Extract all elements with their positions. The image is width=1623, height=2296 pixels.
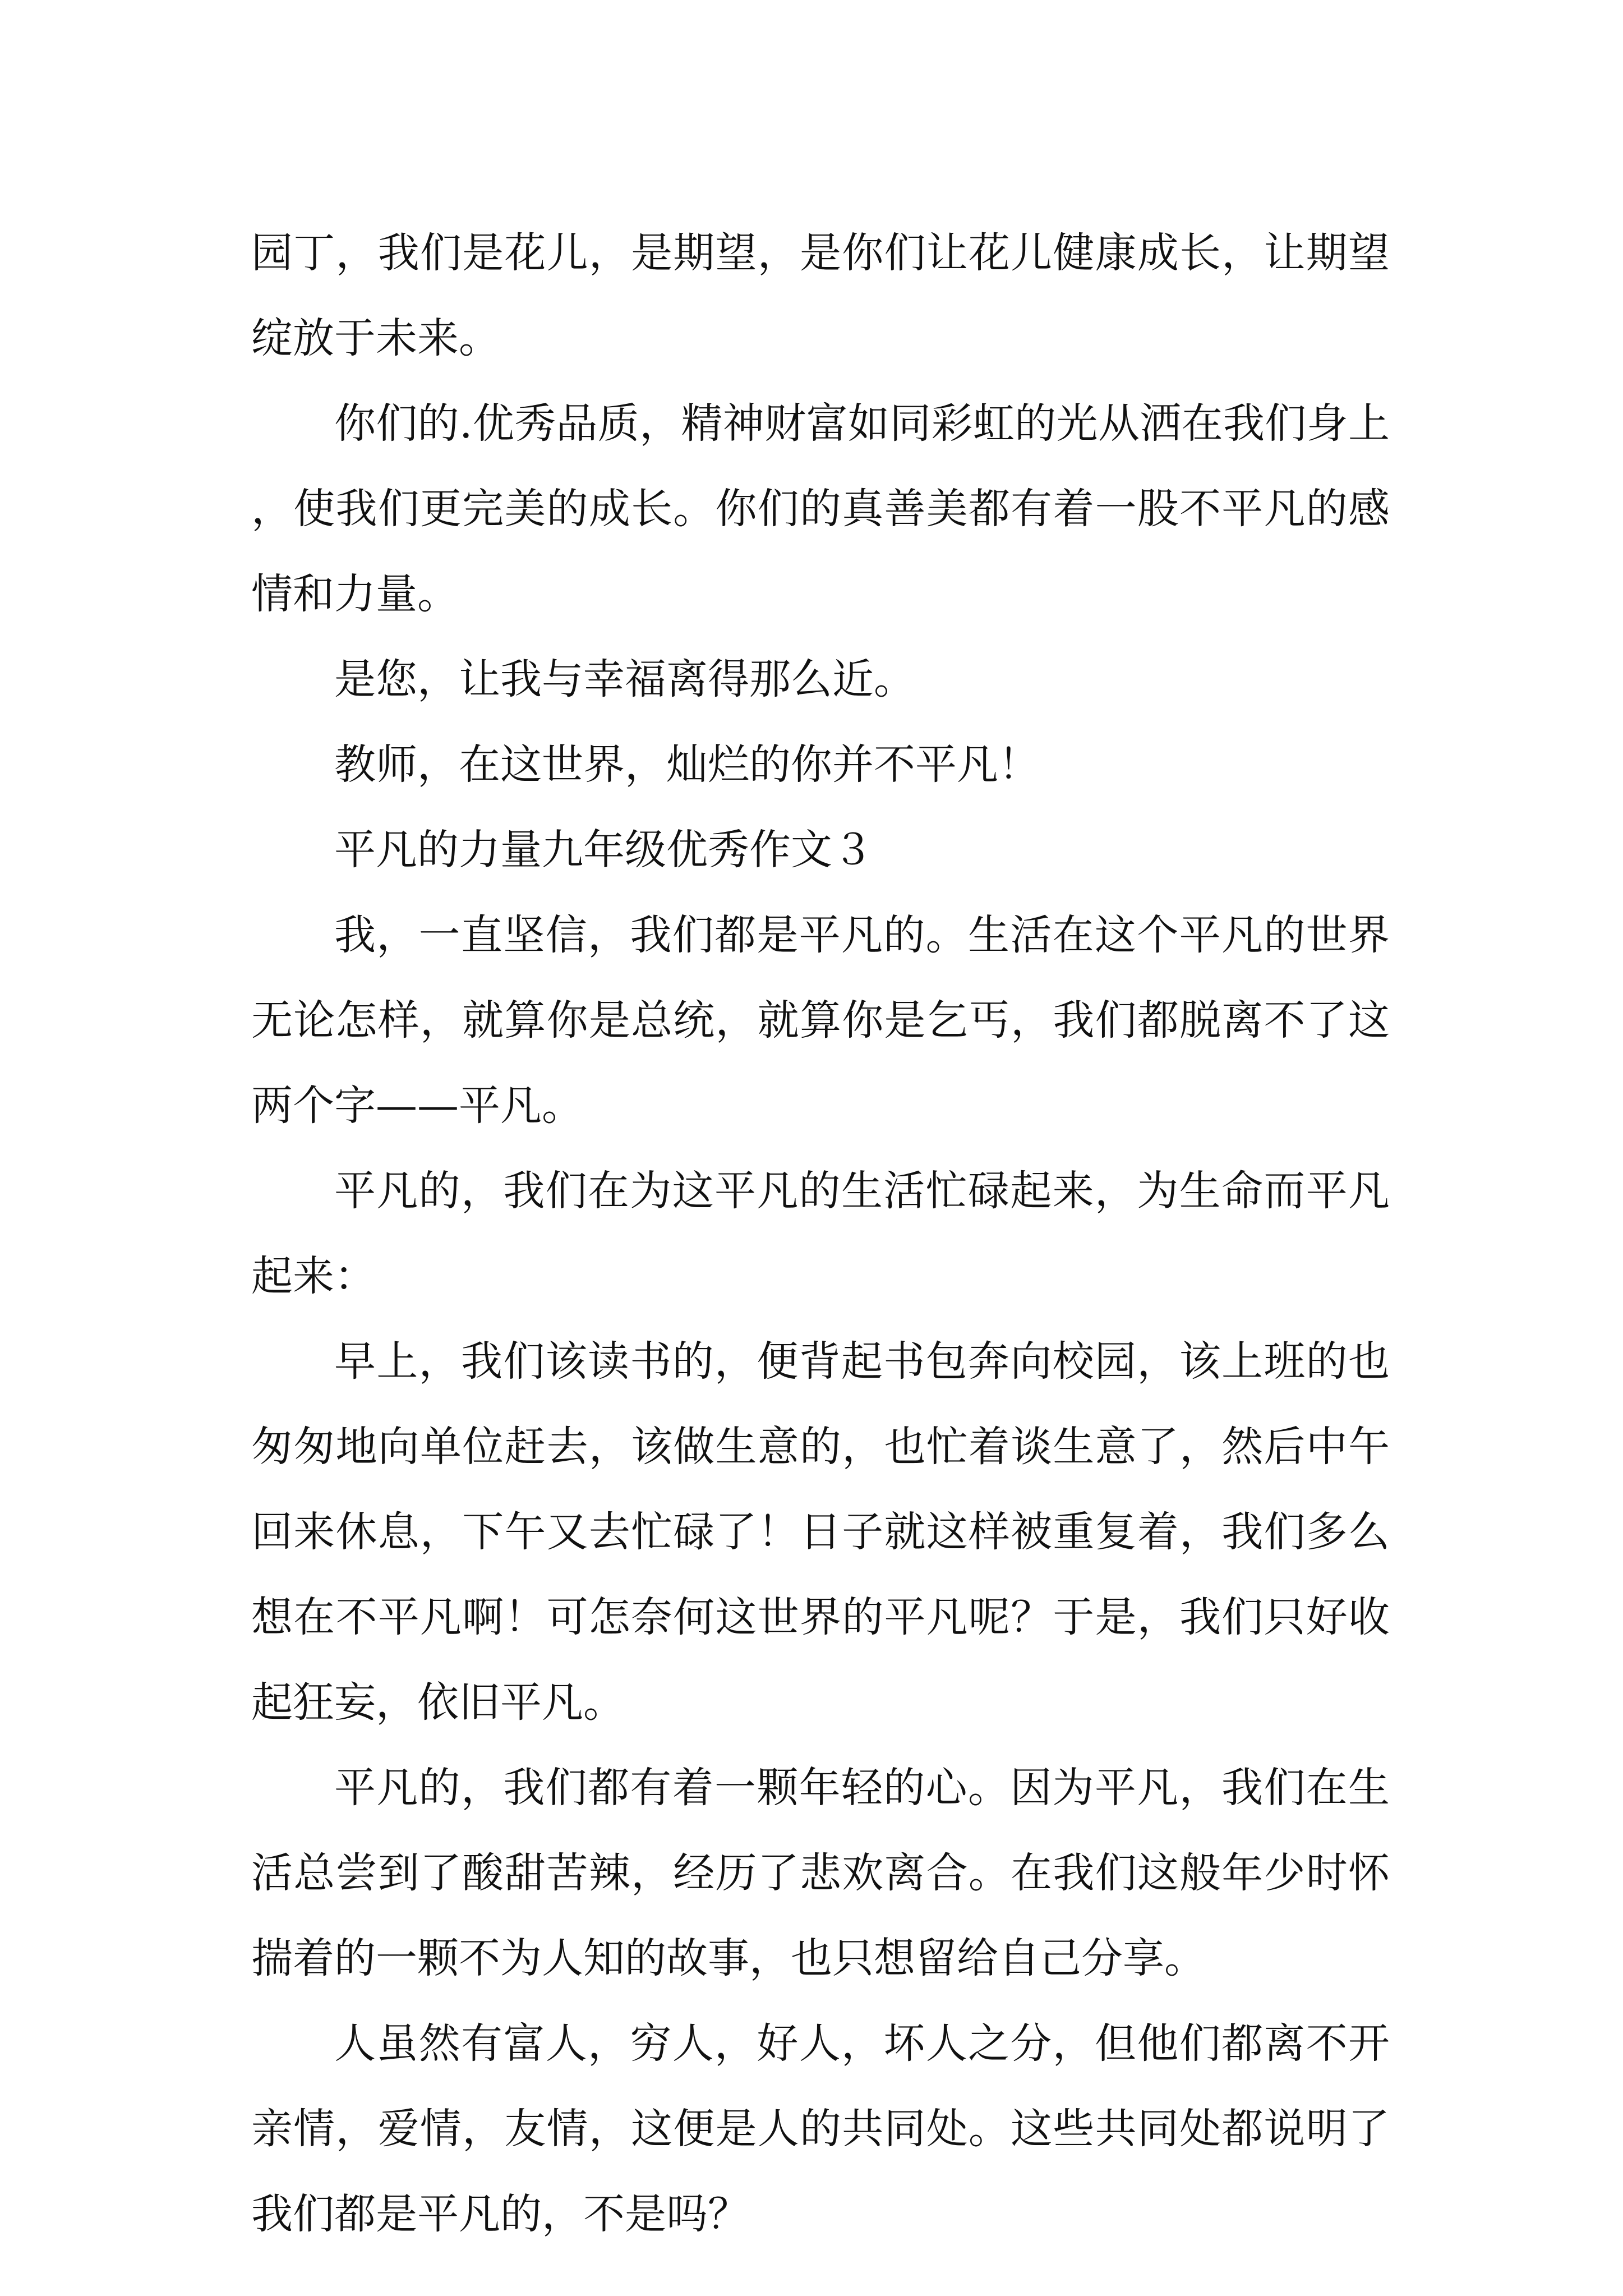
paragraph: 是您，让我与幸福离得那么近。 bbox=[334, 655, 915, 703]
paragraph: 教师，在这世界，灿烂的你并不平凡！ bbox=[334, 740, 1040, 789]
paragraph: 早上，我们该读书的，便背起书包奔向校园，该上班的也匆匆地向单位赶去，该做生意的，也忙着谈生意了，然后中午回来休息，下午又去忙碌了！日子就这样被重复着，我们多么想在不平凡啊！可怎奈何这世界的平凡呢？于是，我们只好收起狂妄，依旧平凡。 bbox=[251, 1337, 1390, 1727]
paragraph: 我，一直坚信，我们都是平凡的。生活在这个平凡的世界无论怎样，就算你是总统，就算你是乞丐，我们都脱离不了这两个字——平凡。 bbox=[251, 911, 1390, 1130]
document-page bbox=[251, 210, 1390, 2257]
essay-heading: 平凡的力量九年级优秀作文３ bbox=[334, 826, 874, 874]
paragraph: 平凡的，我们都有着一颗年轻的心。因为平凡，我们在生活总尝到了酸甜苦辣，经历了悲欢离合。在我们这般年少时怀揣着的一颗不为人知的故事，也只想留给自己分享。 bbox=[251, 1764, 1390, 1982]
paragraph: 人虽然有富人，穷人，好人，坏人之分，但他们都离不开亲情，爱情，友情，这便是人的共同处。这些共同处都说明了我们都是平凡的，不是吗？ bbox=[251, 2019, 1390, 2238]
paragraph: 园丁，我们是花儿，是期望，是你们让花儿健康成长，让期望绽放于未来。 bbox=[251, 229, 1390, 362]
paragraph: 平凡的，我们在为这平凡的生活忙碌起来，为生命而平凡起来： bbox=[251, 1167, 1390, 1300]
paragraph: 你们的.优秀品质，精神财富如同彩虹的光从洒在我们身上，使我们更完美的成长。你们的真善美都有着一股不平凡的感情和力量。 bbox=[251, 399, 1390, 618]
